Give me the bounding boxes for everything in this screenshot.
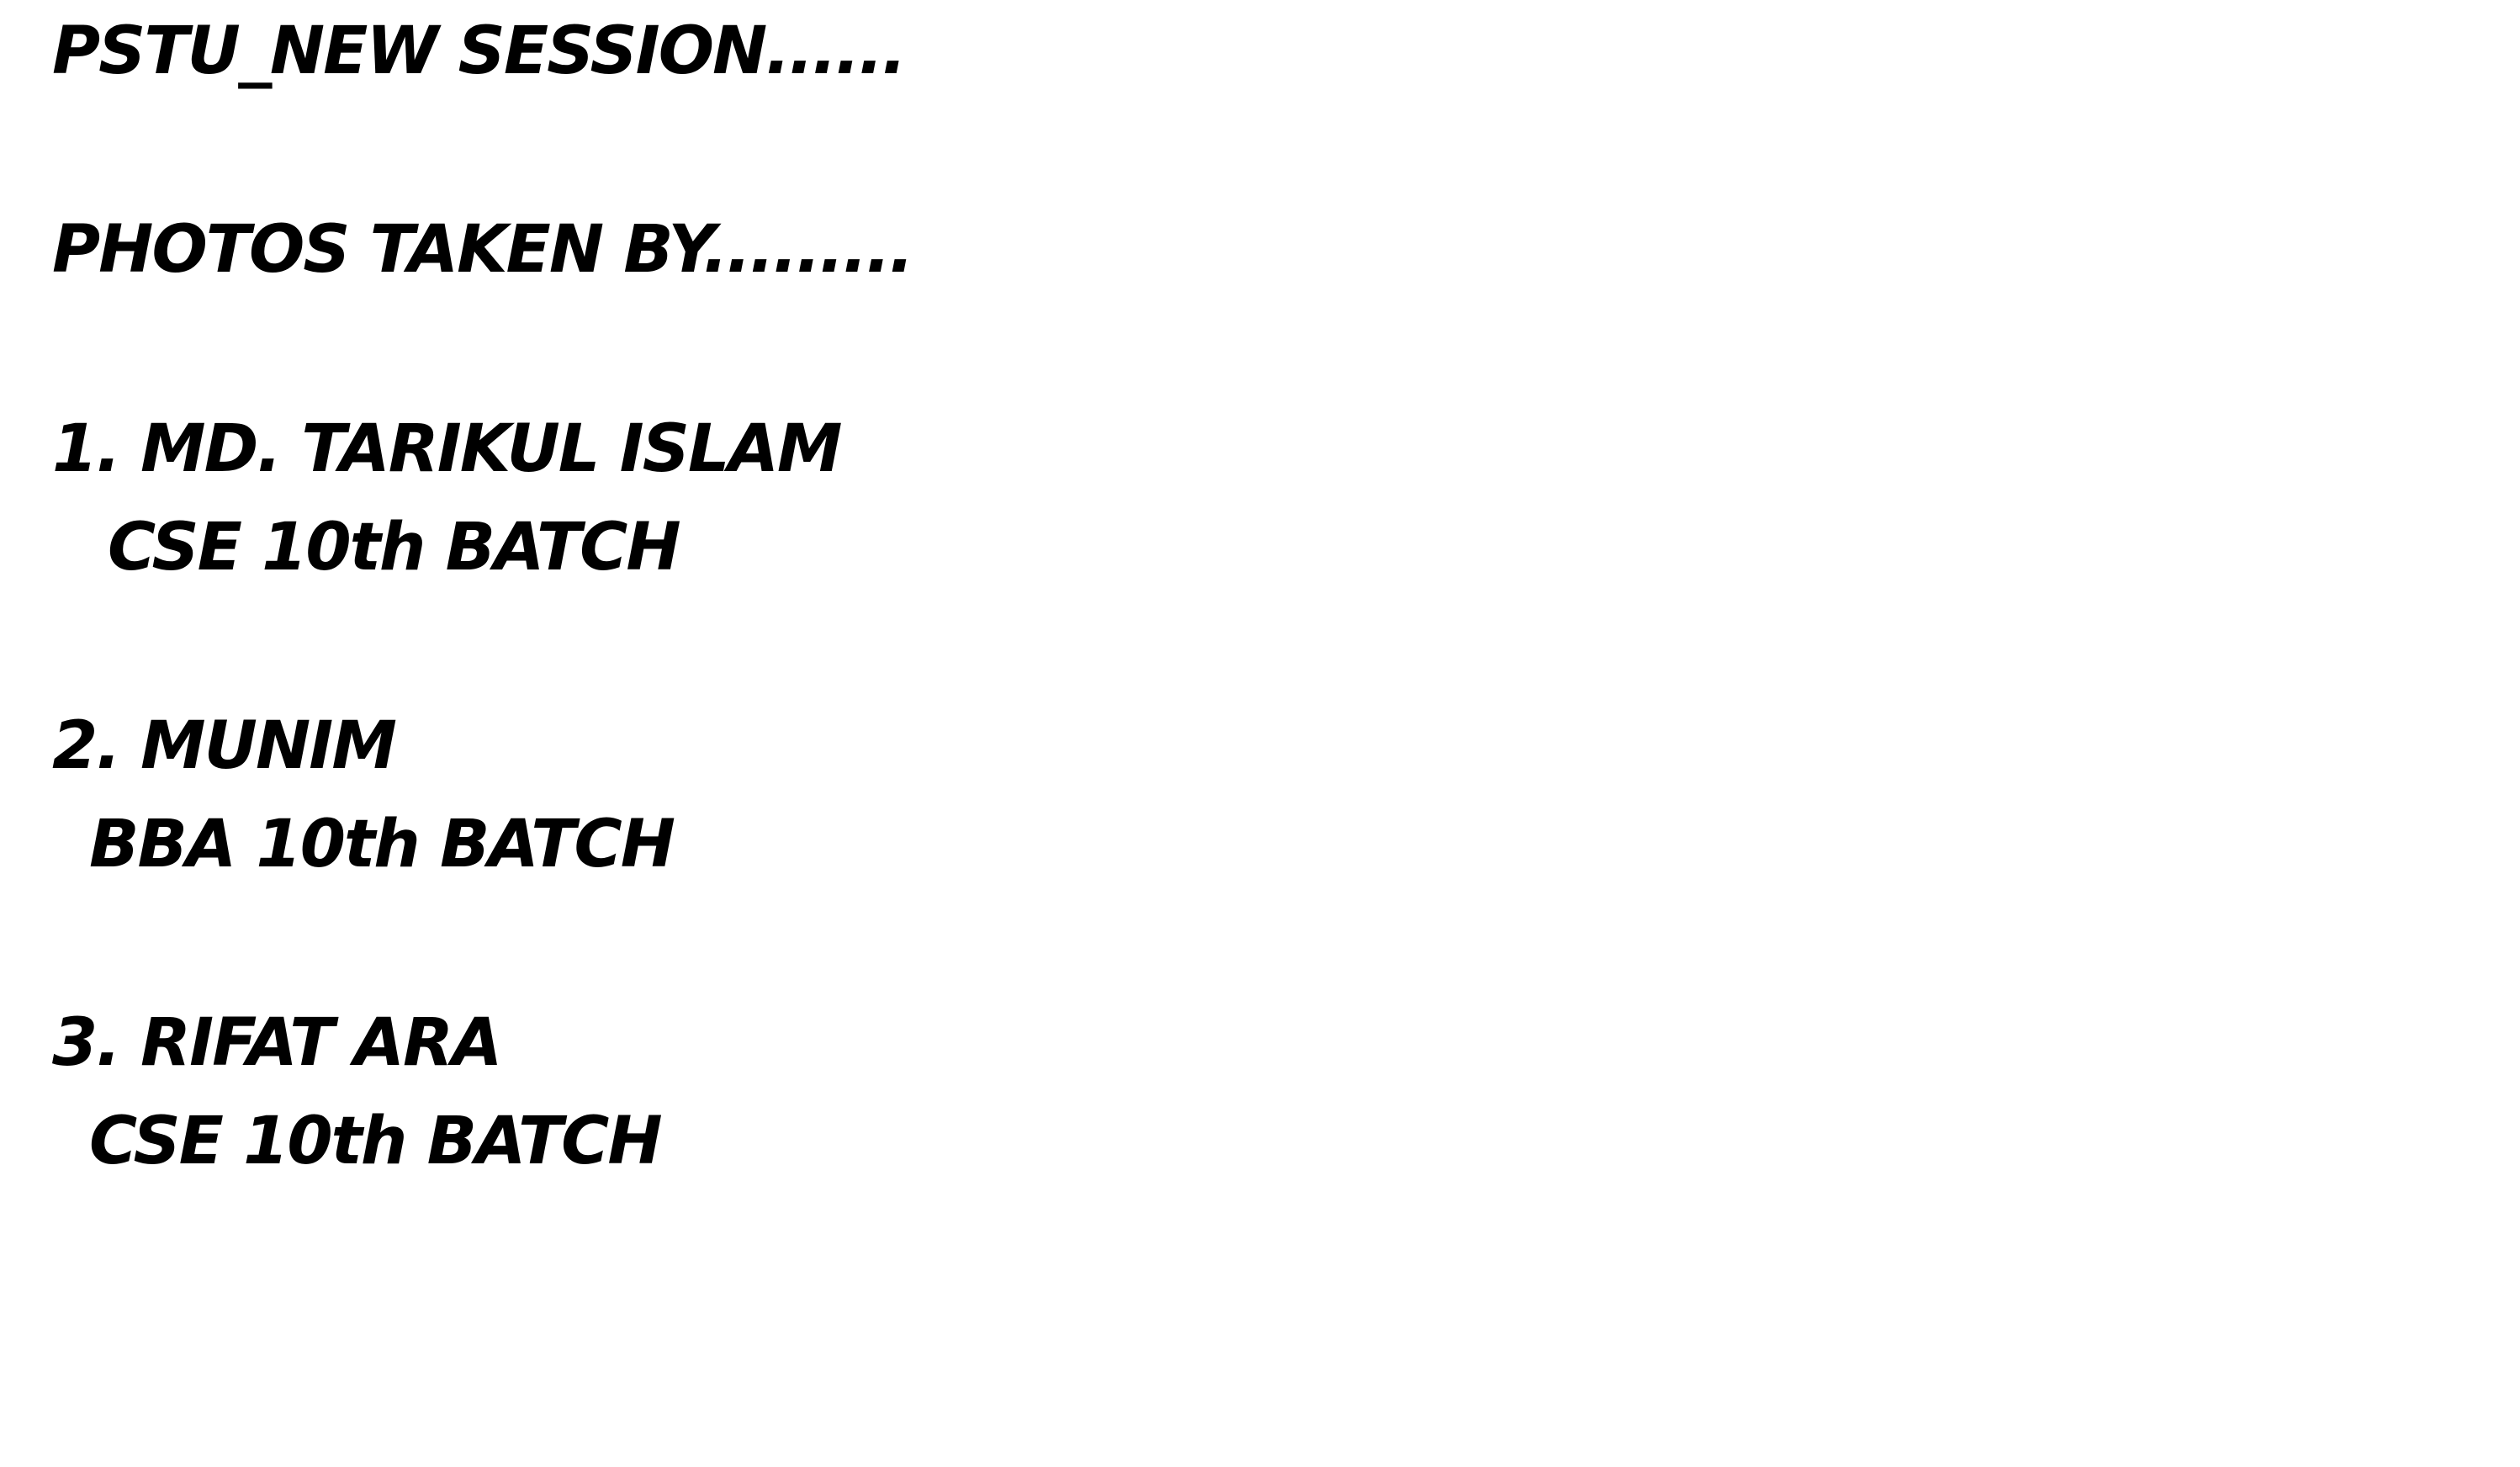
document-title: PSTU_NEW SESSION...... — [52, 13, 906, 89]
photographer-2-batch: BBA 10th BATCH — [89, 807, 675, 882]
photographer-3-batch: CSE 10th BATCH — [89, 1104, 661, 1179]
photos-taken-by-heading: PHOTOS TAKEN BY......... — [52, 212, 913, 288]
photographer-2-name: 2. MUNIM — [52, 708, 395, 784]
photographer-1-batch: CSE 10th BATCH — [108, 510, 680, 585]
photographer-1-name: 1. MD. TARIKUL ISLAM — [52, 411, 841, 487]
photographer-3-name: 3. RIFAT ARA — [52, 1005, 501, 1081]
